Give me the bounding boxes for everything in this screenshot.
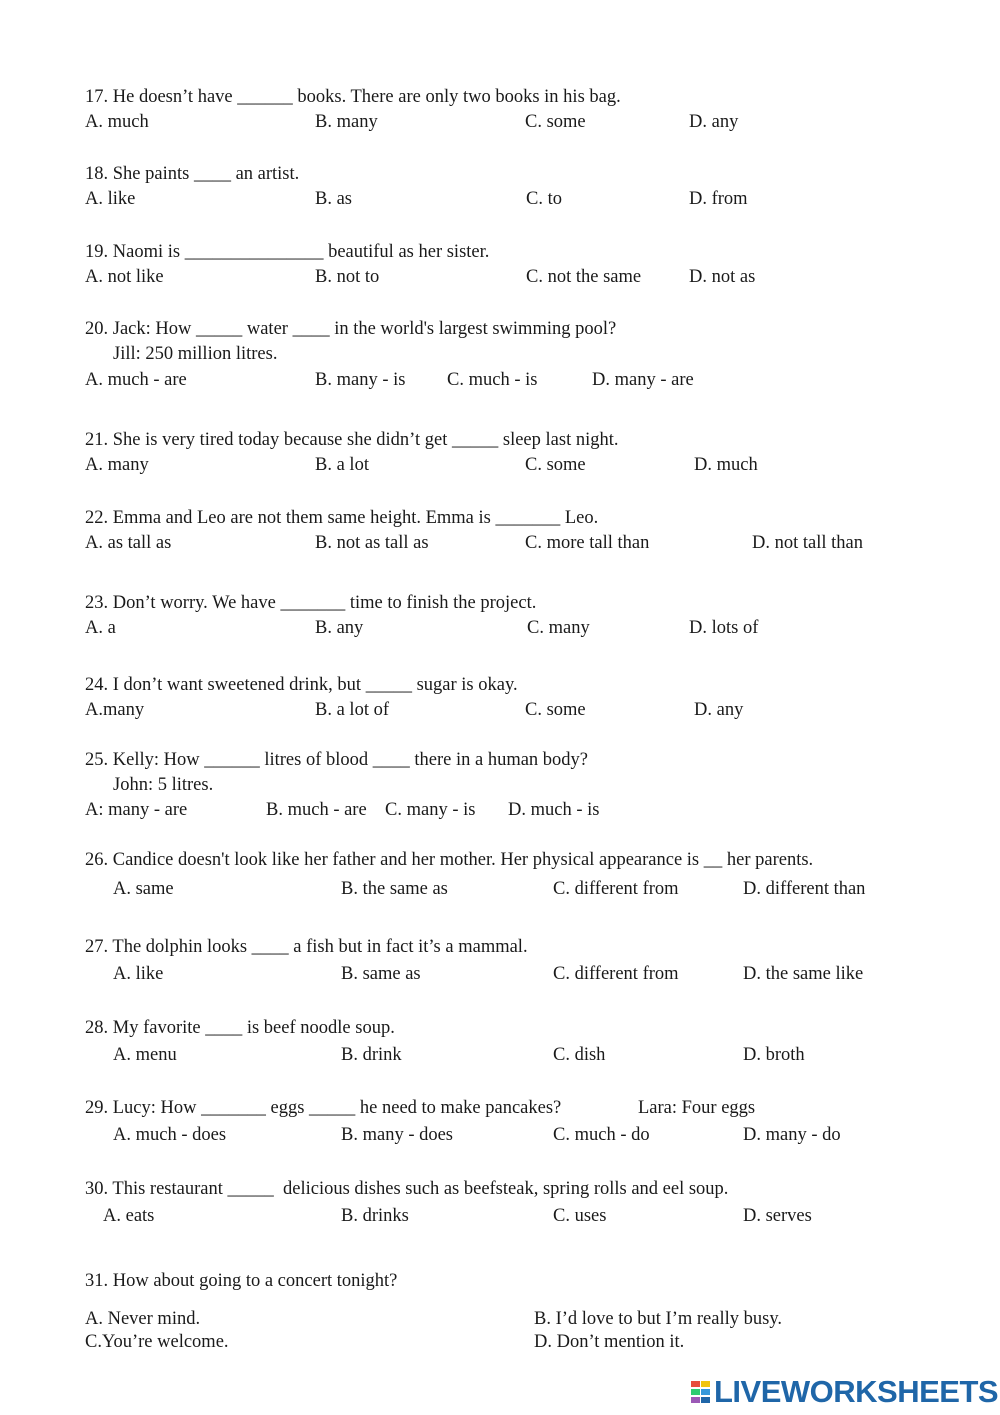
q31-option-d[interactable]: D. Don’t mention it. — [534, 1332, 685, 1352]
q25-option-d[interactable]: D. much - is — [508, 800, 600, 820]
question-29-answer-line: Lara: Four eggs — [638, 1098, 756, 1118]
q24-option-c[interactable]: C. some — [525, 700, 586, 720]
question-31-stem: 31. How about going to a concert tonight? — [85, 1271, 398, 1291]
q22-option-a[interactable]: A. as tall as — [85, 533, 172, 553]
q28-option-c[interactable]: C. dish — [553, 1045, 606, 1065]
q29-option-d[interactable]: D. many - do — [743, 1125, 841, 1145]
q24-option-a[interactable]: A.many — [85, 700, 145, 720]
q25-option-c[interactable]: C. many - is — [385, 800, 476, 820]
q25-option-a[interactable]: A: many - are — [85, 800, 188, 820]
q22-option-d[interactable]: D. not tall than — [752, 533, 863, 553]
q30-option-b[interactable]: B. drinks — [341, 1206, 409, 1226]
q28-option-d[interactable]: D. broth — [743, 1045, 805, 1065]
q18-option-d[interactable]: D. from — [689, 189, 748, 209]
liveworksheets-logo-text: LIVEWORKSHEETS — [714, 1374, 999, 1409]
question-22-stem: 22. Emma and Leo are not them same height. Emma is _______ Leo. — [85, 508, 599, 528]
q17-option-b[interactable]: B. many — [315, 112, 378, 132]
liveworksheets-logo — [690, 1372, 998, 1412]
question-28-stem: 28. My favorite ____ is beef noodle soup. — [85, 1018, 395, 1038]
q22-option-c[interactable]: C. more tall than — [525, 533, 650, 553]
q21-option-a[interactable]: A. many — [85, 455, 149, 475]
q31-option-a[interactable]: A. Never mind. — [85, 1309, 201, 1329]
q31-option-c[interactable]: C.You’re welcome. — [85, 1332, 229, 1352]
q31-option-b[interactable]: B. I’d love to but I’m really busy. — [534, 1309, 782, 1329]
q19-option-c[interactable]: C. not the same — [526, 267, 642, 287]
q20-option-c[interactable]: C. much - is — [447, 370, 538, 390]
q21-option-b[interactable]: B. a lot — [315, 455, 369, 475]
q17-option-c[interactable]: C. some — [525, 112, 586, 132]
question-18-stem: 18. She paints ____ an artist. — [85, 164, 300, 184]
q21-option-d[interactable]: D. much — [694, 455, 758, 475]
question-27-stem: 27. The dolphin looks ____ a fish but in fact it’s a mammal. — [85, 937, 528, 957]
question-21-stem: 21. She is very tired today because she didn’t get _____ sleep last night. — [85, 430, 619, 450]
q26-option-d[interactable]: D. different than — [743, 879, 866, 899]
q27-option-d[interactable]: D. the same like — [743, 964, 864, 984]
q23-option-d[interactable]: D. lots of — [689, 618, 759, 638]
q30-option-a[interactable]: A. eats — [103, 1206, 155, 1226]
q18-option-c[interactable]: C. to — [526, 189, 562, 209]
question-23-stem: 23. Don’t worry. We have _______ time to finish the project. — [85, 593, 537, 613]
q28-option-a[interactable]: A. menu — [113, 1045, 177, 1065]
q26-option-c[interactable]: C. different from — [553, 879, 679, 899]
question-17-stem: 17. He doesn’t have ______ books. There are only two books in his bag. — [85, 87, 621, 107]
q30-option-d[interactable]: D. serves — [743, 1206, 812, 1226]
q17-option-a[interactable]: A. much — [85, 112, 149, 132]
question-25-stem: 25. Kelly: How ______ litres of blood ____ there in a human body? — [85, 750, 589, 770]
q28-option-b[interactable]: B. drink — [341, 1045, 402, 1065]
q23-option-c[interactable]: C. many — [527, 618, 590, 638]
q19-option-b[interactable]: B. not to — [315, 267, 380, 287]
q23-option-a[interactable]: A. a — [85, 618, 116, 638]
q21-option-c[interactable]: C. some — [525, 455, 586, 475]
q30-option-c[interactable]: C. uses — [553, 1206, 607, 1226]
question-20-answer-line: Jill: 250 million litres. — [113, 344, 278, 364]
q18-option-a[interactable]: A. like — [85, 189, 136, 209]
q24-option-b[interactable]: B. a lot of — [315, 700, 389, 720]
q27-option-a[interactable]: A. like — [113, 964, 164, 984]
q24-option-d[interactable]: D. any — [694, 700, 744, 720]
question-25-answer-line: John: 5 litres. — [113, 775, 214, 795]
q20-option-a[interactable]: A. much - are — [85, 370, 187, 390]
q29-option-c[interactable]: C. much - do — [553, 1125, 650, 1145]
q26-option-a[interactable]: A. same — [113, 879, 174, 899]
q19-option-d[interactable]: D. not as — [689, 267, 756, 287]
q17-option-d[interactable]: D. any — [689, 112, 739, 132]
question-30-stem: 30. This restaurant _____ delicious dishes such as beefsteak, spring rolls and eel soup. — [85, 1179, 729, 1199]
q26-option-b[interactable]: B. the same as — [341, 879, 448, 899]
q25-option-b[interactable]: B. much - are — [266, 800, 367, 820]
q22-option-b[interactable]: B. not as tall as — [315, 533, 429, 553]
liveworksheets-logo-icon — [690, 1377, 712, 1407]
q19-option-a[interactable]: A. not like — [85, 267, 164, 287]
q29-option-a[interactable]: A. much - does — [113, 1125, 227, 1145]
question-26-stem: 26. Candice doesn't look like her father and her mother. Her physical appearance is __ her parents. — [85, 850, 814, 870]
question-24-stem: 24. I don’t want sweetened drink, but _____ sugar is okay. — [85, 675, 518, 695]
q23-option-b[interactable]: B. any — [315, 618, 364, 638]
question-29-stem: 29. Lucy: How _______ eggs _____ he need to make pancakes? — [85, 1098, 562, 1118]
q29-option-b[interactable]: B. many - does — [341, 1125, 454, 1145]
q20-option-d[interactable]: D. many - are — [592, 370, 694, 390]
q27-option-b[interactable]: B. same as — [341, 964, 421, 984]
q18-option-b[interactable]: B. as — [315, 189, 352, 209]
q27-option-c[interactable]: C. different from — [553, 964, 679, 984]
question-19-stem: 19. Naomi is _______________ beautiful as her sister. — [85, 242, 490, 262]
q20-option-b[interactable]: B. many - is — [315, 370, 406, 390]
question-20-stem: 20. Jack: How _____ water ____ in the world's largest swimming pool? — [85, 319, 617, 339]
